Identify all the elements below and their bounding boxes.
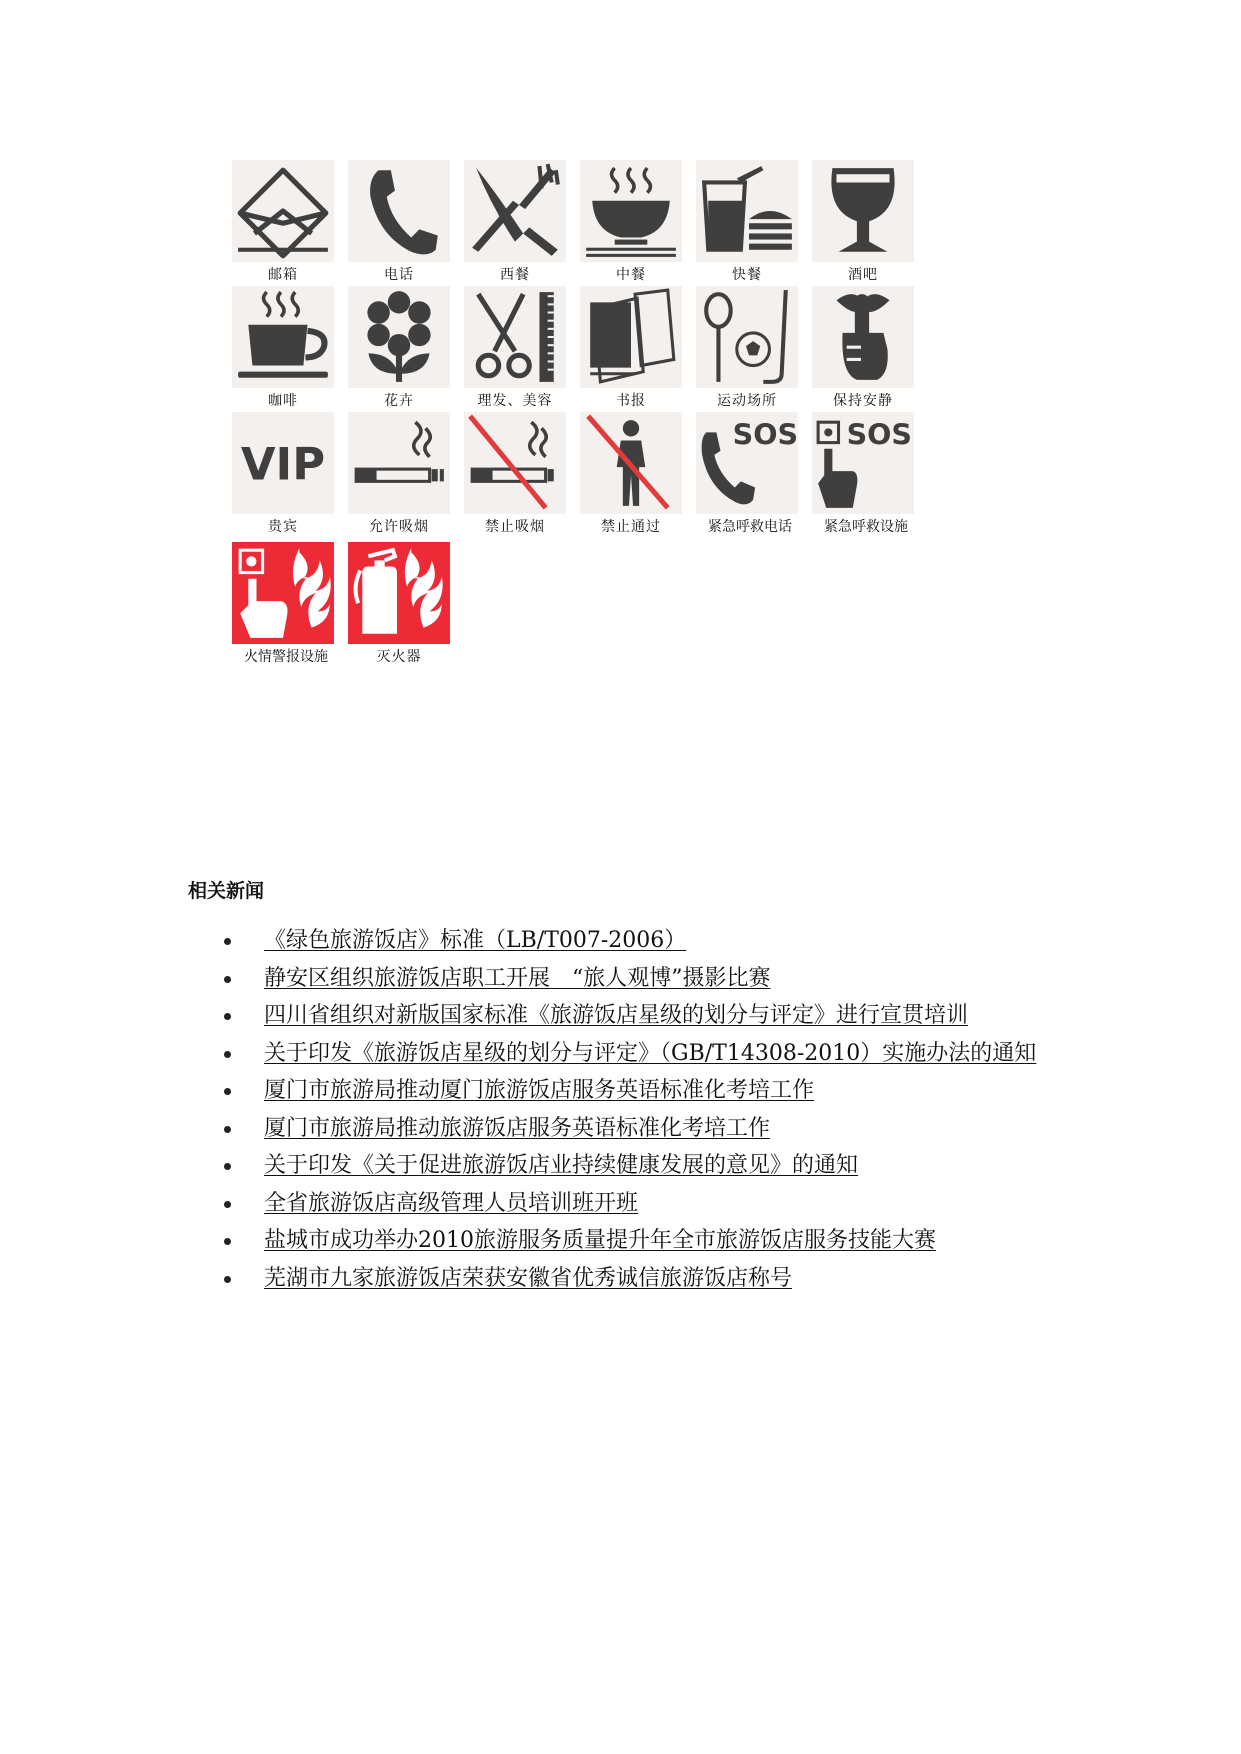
news-link[interactable]: 厦门市旅游局推动厦门旅游饭店服务英语标准化考培工作 bbox=[264, 1078, 815, 1103]
flower-icon bbox=[348, 286, 450, 388]
pictogram-no-entry bbox=[580, 412, 696, 540]
pictogram-label: 贵宾 bbox=[268, 519, 298, 535]
bullet-icon bbox=[224, 938, 231, 945]
news-link[interactable]: 厦门市旅游局推动旅游饭店服务英语标准化考培工作 bbox=[264, 1115, 771, 1141]
list-item bbox=[222, 1035, 1082, 1073]
wine-glass-icon bbox=[812, 160, 914, 262]
related-news-list bbox=[222, 922, 1082, 1297]
svg-text:SOS: SOS bbox=[732, 417, 798, 452]
no-entry-icon bbox=[580, 412, 682, 514]
svg-text:SOS: SOS bbox=[846, 417, 913, 452]
pictogram-label: 紧急呼救设施 bbox=[824, 519, 908, 535]
fast-food-icon bbox=[696, 160, 798, 262]
list-item bbox=[222, 1260, 1082, 1298]
pictogram-label: 理发、美容 bbox=[477, 393, 553, 409]
pictogram-label: 允许吸烟 bbox=[369, 519, 429, 535]
pictogram-label: 电话 bbox=[384, 267, 414, 283]
list-item bbox=[222, 1185, 1082, 1223]
smoking-allowed-icon bbox=[348, 412, 450, 514]
silence-icon bbox=[812, 286, 914, 388]
pictogram-label: 快餐 bbox=[732, 267, 762, 283]
pictogram-books bbox=[580, 286, 696, 414]
pictogram-sos-button bbox=[812, 412, 928, 540]
vip-icon bbox=[232, 412, 334, 514]
bullet-icon bbox=[224, 1238, 231, 1245]
bullet-icon bbox=[224, 1051, 231, 1058]
list-item bbox=[222, 960, 1082, 998]
pictogram-coffee bbox=[232, 286, 348, 414]
list-item bbox=[222, 922, 1082, 960]
bullet-icon bbox=[224, 1201, 231, 1208]
pictogram-flowers bbox=[348, 286, 464, 414]
pictogram-sports bbox=[696, 286, 812, 414]
books-icon bbox=[580, 286, 682, 388]
pictogram-label: 酒吧 bbox=[848, 267, 878, 283]
related-news-heading: 相关新闻 bbox=[188, 880, 265, 902]
news-link[interactable]: 盐城市成功举办2010旅游服务质量提升年全市旅游饭店服务技能大赛 bbox=[264, 1228, 936, 1253]
news-link[interactable]: 全省旅游饭店高级管理人员培训班开班 bbox=[264, 1190, 639, 1216]
pictogram-label: 禁止吸烟 bbox=[485, 519, 545, 535]
news-link[interactable]: 《绿色旅游饭店》标准（LB/T007-2006） bbox=[264, 928, 687, 953]
knife-fork-icon bbox=[464, 160, 566, 262]
list-item bbox=[222, 1072, 1082, 1110]
pictogram-label: 西餐 bbox=[500, 267, 530, 283]
pictogram-keep-quiet bbox=[812, 286, 928, 414]
fire-alarm-icon bbox=[232, 542, 334, 644]
news-link[interactable]: 关于印发《关于促进旅游饭店业持续健康发展的意见》的通知 bbox=[264, 1153, 859, 1178]
pictogram-label: 紧急呼救电话 bbox=[708, 519, 792, 535]
news-link[interactable]: 芜湖市九家旅游饭店荣获安徽省优秀诚信旅游饭店称号 bbox=[264, 1265, 793, 1291]
pictogram-bar bbox=[812, 160, 928, 288]
pictogram-no-smoking bbox=[464, 412, 580, 540]
bullet-icon bbox=[224, 1013, 231, 1020]
pictogram-label: 保持安静 bbox=[833, 393, 893, 409]
bullet-icon bbox=[224, 1276, 231, 1283]
pictogram-smoking-allowed bbox=[348, 412, 464, 540]
bullet-icon bbox=[224, 1163, 231, 1170]
rice-bowl-icon bbox=[580, 160, 682, 262]
list-item bbox=[222, 1110, 1082, 1148]
pictogram-telephone bbox=[348, 160, 464, 288]
pictogram-label: 火情警报设施 bbox=[244, 649, 328, 665]
pictogram-hairdressing bbox=[464, 286, 580, 414]
no-smoking-icon bbox=[464, 412, 566, 514]
pictogram-label: 邮箱 bbox=[268, 267, 298, 283]
sos-phone-icon bbox=[696, 412, 798, 514]
svg-text:VIP: VIP bbox=[240, 437, 326, 491]
telephone-icon bbox=[348, 160, 450, 262]
bullet-icon bbox=[224, 1126, 231, 1133]
pictogram-fast-food bbox=[696, 160, 812, 288]
pictogram-sos-phone bbox=[696, 412, 812, 540]
pictogram-western-food bbox=[464, 160, 580, 288]
pictogram-label: 咖啡 bbox=[268, 393, 298, 409]
pictogram-chinese-food bbox=[580, 160, 696, 288]
pictogram-fire-alarm bbox=[232, 542, 348, 670]
pictogram-vip bbox=[232, 412, 348, 540]
pictogram-label: 禁止通过 bbox=[601, 519, 661, 535]
coffee-cup-icon bbox=[232, 286, 334, 388]
bullet-icon bbox=[224, 1088, 231, 1095]
sos-button-icon bbox=[812, 412, 914, 514]
list-item bbox=[222, 1222, 1082, 1260]
pictogram-fire-extinguisher bbox=[348, 542, 464, 670]
fire-extinguisher-icon bbox=[348, 542, 450, 644]
news-link[interactable]: 关于印发《旅游饭店星级的划分与评定》（GB/T14308-2010）实施办法的通知 bbox=[264, 1040, 1037, 1066]
pictogram-mailbox bbox=[232, 160, 348, 288]
pictogram-label: 花卉 bbox=[384, 393, 414, 409]
pictogram-label: 运动场所 bbox=[717, 393, 777, 409]
pictogram-label: 灭火器 bbox=[376, 649, 422, 665]
pictogram-label: 书报 bbox=[616, 393, 646, 409]
news-link[interactable]: 静安区组织旅游饭店职工开展 “旅人观博”摄影比赛 bbox=[264, 965, 771, 991]
bullet-icon bbox=[224, 976, 231, 983]
pictogram-label: 中餐 bbox=[616, 267, 646, 283]
sports-icon bbox=[696, 286, 798, 388]
envelope-icon bbox=[232, 160, 334, 262]
news-link[interactable]: 四川省组织对新版国家标准《旅游饭店星级的划分与评定》进行宣贯培训 bbox=[264, 1003, 969, 1028]
list-item bbox=[222, 1147, 1082, 1185]
scissors-comb-icon bbox=[464, 286, 566, 388]
list-item bbox=[222, 997, 1082, 1035]
